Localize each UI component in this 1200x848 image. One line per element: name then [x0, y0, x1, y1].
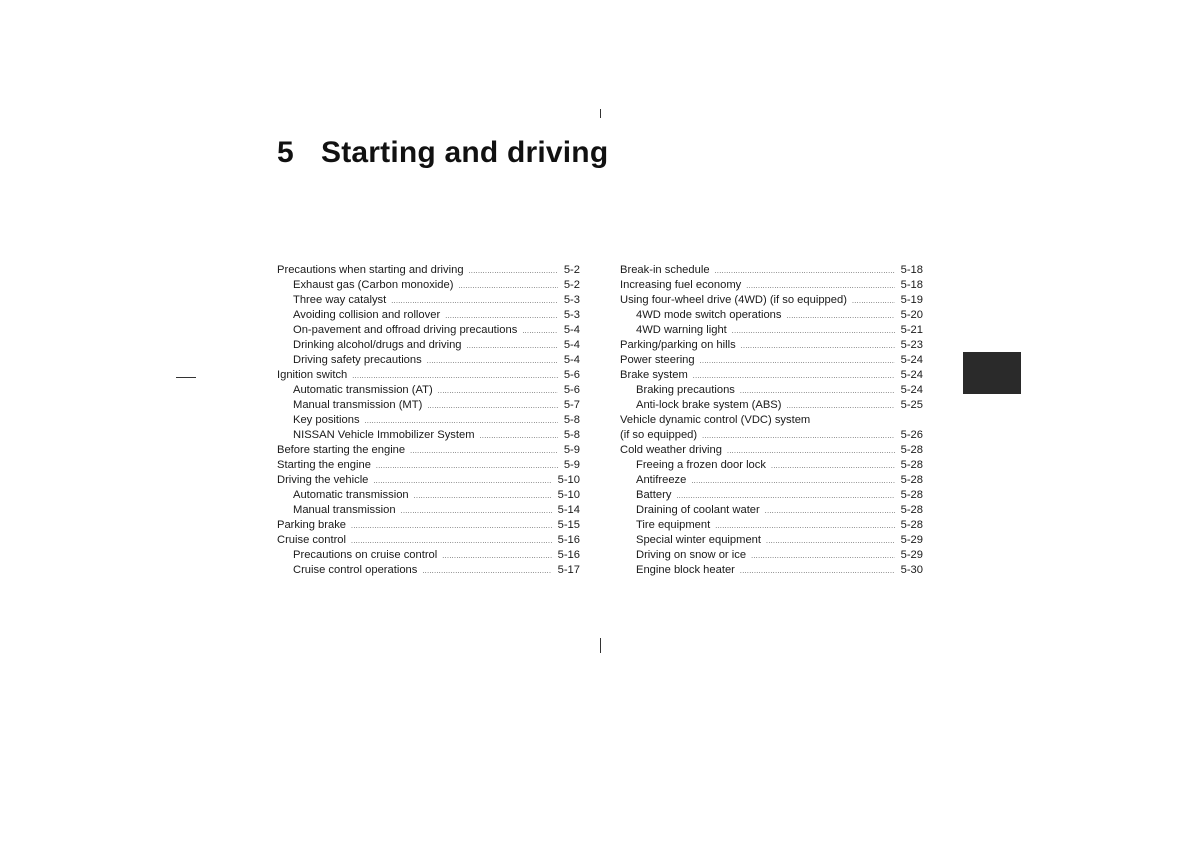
- toc-entry-page: 5-15: [557, 519, 580, 531]
- toc-entry-title: Ignition switch: [277, 369, 348, 381]
- toc-entry-page: 5-14: [557, 504, 580, 516]
- toc-entry-title: NISSAN Vehicle Immobilizer System: [293, 429, 475, 441]
- toc-dot-leader: [732, 324, 895, 339]
- toc-entry[interactable]: [620, 488, 923, 503]
- toc-entry[interactable]: [620, 413, 923, 428]
- toc-entry-page: 5-9: [563, 444, 580, 456]
- toc-entry[interactable]: [620, 458, 923, 473]
- toc-entry[interactable]: [620, 533, 923, 548]
- toc-dot-leader: [438, 384, 558, 399]
- toc-entry-title: Starting the engine: [277, 459, 371, 471]
- toc-entry-title: Cruise control operations: [293, 564, 418, 576]
- toc-entry[interactable]: [620, 353, 923, 368]
- toc-entry-page: 5-6: [563, 369, 580, 381]
- chapter-number: 5: [277, 136, 294, 169]
- toc-entry-page: 5-16: [557, 534, 580, 546]
- toc-entry-title: 4WD mode switch operations: [636, 309, 782, 321]
- toc-dot-leader: [676, 489, 894, 504]
- toc-right-column: [620, 263, 923, 578]
- toc-entry-page: 5-10: [557, 489, 580, 501]
- toc-entry-page: 5-24: [900, 369, 923, 381]
- toc-entry-title: Parking brake: [277, 519, 347, 531]
- toc-dot-leader: [766, 534, 895, 549]
- toc-entry-title: Driving on snow or ice: [636, 549, 747, 561]
- toc-entry-title: Parking/parking on hills: [620, 339, 736, 351]
- toc-entry-page: 5-28: [900, 519, 923, 531]
- toc-entry-title: Precautions on cruise control: [293, 549, 438, 561]
- toc-entry[interactable]: [277, 503, 580, 518]
- toc-entry[interactable]: [620, 443, 923, 458]
- toc-dot-leader: [522, 324, 558, 339]
- toc-entry[interactable]: [620, 563, 923, 578]
- toc-entry-page: 5-24: [900, 384, 923, 396]
- toc-entry[interactable]: [277, 323, 580, 338]
- toc-entry-title: Increasing fuel economy: [620, 279, 742, 291]
- toc-dot-leader: [373, 474, 551, 489]
- toc-entry-title: Exhaust gas (Carbon monoxide): [293, 279, 454, 291]
- toc-entry-page: 5-18: [900, 264, 923, 276]
- toc-entry-title: (if so equipped): [620, 429, 698, 441]
- crop-mark-bottom: [600, 638, 601, 653]
- toc-dot-leader: [414, 489, 552, 504]
- toc-entry[interactable]: [620, 518, 923, 533]
- toc-dot-leader: [852, 294, 895, 309]
- toc-entry[interactable]: [620, 503, 923, 518]
- toc-entry-title: Freeing a frozen door lock: [636, 459, 766, 471]
- toc-dot-leader: [741, 339, 895, 354]
- toc-entry-page: 5-16: [557, 549, 580, 561]
- toc-entry[interactable]: [277, 548, 580, 563]
- toc-dot-leader: [786, 399, 894, 414]
- toc-dot-leader: [771, 459, 895, 474]
- toc-entry[interactable]: [620, 548, 923, 563]
- toc-entry-title: Three way catalyst: [293, 294, 387, 306]
- toc-entry[interactable]: [277, 443, 580, 458]
- toc-entry[interactable]: [277, 338, 580, 353]
- toc-entry-page: 5-28: [900, 474, 923, 486]
- toc-entry-title: Driving safety precautions: [293, 354, 422, 366]
- toc-dot-leader: [691, 474, 894, 489]
- toc-entry-page: 5-28: [900, 459, 923, 471]
- toc-dot-leader: [715, 264, 895, 279]
- toc-entry-page: 5-21: [900, 324, 923, 336]
- toc-dot-leader: [746, 279, 894, 294]
- toc-entry[interactable]: [277, 413, 580, 428]
- toc-dot-leader: [700, 354, 895, 369]
- toc-entry[interactable]: [620, 473, 923, 488]
- toc-entry[interactable]: [620, 278, 923, 293]
- toc-entry[interactable]: [620, 323, 923, 338]
- crop-mark-left: [176, 377, 196, 378]
- toc-dot-leader: [427, 354, 558, 369]
- toc-entry-title: Brake system: [620, 369, 688, 381]
- toc-entry-title: Before starting the engine: [277, 444, 406, 456]
- toc-entry[interactable]: [277, 293, 580, 308]
- toc-entry[interactable]: [277, 518, 580, 533]
- chapter-name: Starting and driving: [321, 136, 609, 169]
- toc-entry-title: Automatic transmission: [293, 489, 409, 501]
- toc-entry[interactable]: [620, 383, 923, 398]
- toc-entry-page: 5-9: [563, 459, 580, 471]
- toc-dot-leader: [445, 309, 558, 324]
- toc-left-column: [277, 263, 580, 578]
- chapter-tab-marker: [963, 352, 1021, 394]
- toc-dot-leader: [352, 369, 558, 384]
- toc-entry-page: 5-8: [563, 414, 580, 426]
- toc-entry-title: Cold weather driving: [620, 444, 722, 456]
- toc-entry-title: 4WD warning light: [636, 324, 727, 336]
- toc-dot-leader: [469, 264, 558, 279]
- toc-entry-page: 5-18: [900, 279, 923, 291]
- toc-entry-title: Automatic transmission (AT): [293, 384, 433, 396]
- chapter-title: [277, 136, 608, 170]
- toc-entry-page: 5-2: [563, 264, 580, 276]
- toc-dot-leader: [787, 309, 895, 324]
- toc-dot-leader: [693, 369, 895, 384]
- toc-entry-title: On-pavement and offroad driving precautions: [293, 324, 518, 336]
- toc-entry-page: 5-28: [900, 504, 923, 516]
- toc-entry[interactable]: [277, 383, 580, 398]
- toc-entry-page: 5-28: [900, 489, 923, 501]
- toc-entry[interactable]: [277, 308, 580, 323]
- toc-entry[interactable]: [620, 293, 923, 308]
- toc-dot-leader: [480, 429, 558, 444]
- toc-entry-title: Using four-wheel drive (4WD) (if so equipped): [620, 294, 847, 306]
- toc-entry[interactable]: [277, 488, 580, 503]
- toc-entry[interactable]: [277, 278, 580, 293]
- toc-entry-title: Break-in schedule: [620, 264, 710, 276]
- toc-entry-page: 5-4: [563, 324, 580, 336]
- toc-dot-leader: [351, 519, 552, 534]
- toc-entry-title: Key positions: [293, 414, 360, 426]
- toc-dot-leader: [427, 399, 558, 414]
- toc-entry[interactable]: [620, 338, 923, 353]
- toc-entry-title: Engine block heater: [636, 564, 735, 576]
- toc-entry-page: 5-19: [900, 294, 923, 306]
- toc-entry[interactable]: [620, 308, 923, 323]
- toc-entry[interactable]: [620, 368, 923, 383]
- toc-entry-page: 5-25: [900, 399, 923, 411]
- toc-entry-page: 5-28: [900, 444, 923, 456]
- toc-entry-title: Driving the vehicle: [277, 474, 369, 486]
- toc-entry[interactable]: [277, 398, 580, 413]
- toc-entry-title: Cruise control: [277, 534, 347, 546]
- toc-entry[interactable]: [277, 428, 580, 443]
- toc-dot-leader: [702, 429, 894, 444]
- toc-entry-title: Battery: [636, 489, 672, 501]
- toc-dot-leader: [740, 564, 895, 579]
- toc-entry[interactable]: [277, 533, 580, 548]
- toc-dot-leader: [467, 339, 558, 354]
- toc-entry-title: Vehicle dynamic control (VDC) system: [620, 414, 811, 426]
- toc-entry-title: Manual transmission: [293, 504, 396, 516]
- toc-entry-page: 5-4: [563, 354, 580, 366]
- toc-entry-page: 5-29: [900, 534, 923, 546]
- toc-entry[interactable]: [277, 368, 580, 383]
- toc-entry-title: Tire equipment: [636, 519, 711, 531]
- toc-dot-leader: [765, 504, 895, 519]
- toc-dot-leader: [391, 294, 558, 309]
- toc-dot-leader: [442, 549, 551, 564]
- toc-entry-page: 5-2: [563, 279, 580, 291]
- toc-entry-page: 5-7: [563, 399, 580, 411]
- toc-entry-title: Drinking alcohol/drugs and driving: [293, 339, 462, 351]
- toc-entry-title: Anti-lock brake system (ABS): [636, 399, 782, 411]
- toc-entry-title: Power steering: [620, 354, 695, 366]
- toc-entry-page: 5-3: [563, 294, 580, 306]
- toc-dot-leader: [376, 459, 558, 474]
- toc-dot-leader: [365, 414, 558, 429]
- toc-entry-title: Antifreeze: [636, 474, 687, 486]
- toc-entry-title: Braking precautions: [636, 384, 735, 396]
- toc-entry-title: Manual transmission (MT): [293, 399, 423, 411]
- toc-entry-page: 5-30: [900, 564, 923, 576]
- toc-entry[interactable]: [277, 563, 580, 578]
- toc-entry-page: 5-17: [557, 564, 580, 576]
- toc-entry-page: 5-10: [557, 474, 580, 486]
- toc-entry-page: 5-29: [900, 549, 923, 561]
- toc-entry-page: 5-6: [563, 384, 580, 396]
- toc-dot-leader: [351, 534, 552, 549]
- toc-dot-leader: [727, 444, 895, 459]
- toc-entry-page: 5-3: [563, 309, 580, 321]
- toc-dot-leader: [715, 519, 894, 534]
- toc-entry-page: 5-23: [900, 339, 923, 351]
- toc-entry-title: Precautions when starting and driving: [277, 264, 464, 276]
- toc-entry[interactable]: [277, 458, 580, 473]
- toc-dot-leader: [401, 504, 552, 519]
- toc-entry[interactable]: [620, 398, 923, 413]
- toc-dot-leader: [410, 444, 558, 459]
- toc-entry[interactable]: [277, 263, 580, 278]
- toc-dot-leader: [422, 564, 551, 579]
- toc-entry-page: 5-4: [563, 339, 580, 351]
- toc-entry-title: Draining of coolant water: [636, 504, 760, 516]
- toc-dot-leader: [458, 279, 557, 294]
- toc-entry[interactable]: [620, 428, 923, 443]
- toc-entry-title: Special winter equipment: [636, 534, 761, 546]
- toc-entry-page: 5-8: [563, 429, 580, 441]
- crop-mark-top: [600, 109, 601, 118]
- toc-dot-leader: [740, 384, 895, 399]
- toc-entry-page: 5-24: [900, 354, 923, 366]
- toc-entry[interactable]: [277, 473, 580, 488]
- toc-dot-leader: [751, 549, 895, 564]
- toc-entry-page: 5-26: [900, 429, 923, 441]
- toc-entry[interactable]: [620, 263, 923, 278]
- toc-entry-page: 5-20: [900, 309, 923, 321]
- toc-entry-title: Avoiding collision and rollover: [293, 309, 441, 321]
- toc-entry[interactable]: [277, 353, 580, 368]
